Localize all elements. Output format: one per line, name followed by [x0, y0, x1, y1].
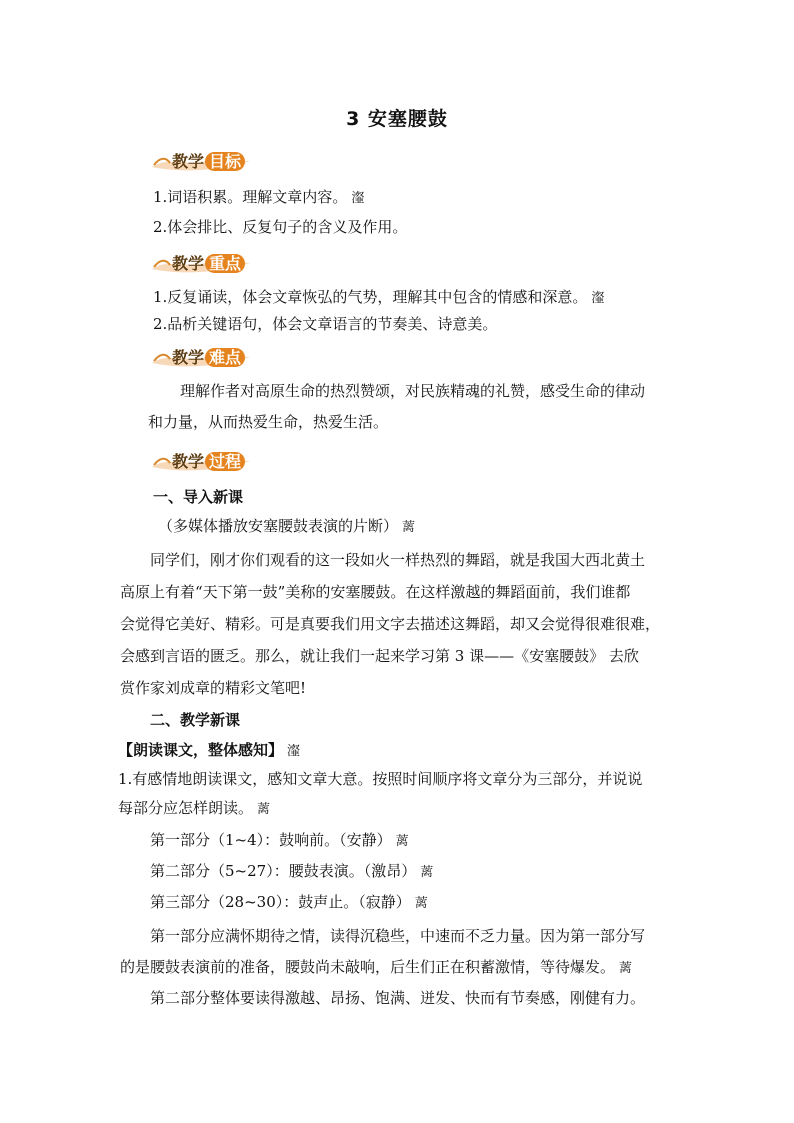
goal-item: 1.词语积累。理解文章内容。 瀣	[153, 188, 365, 206]
subsection-heading: 【朗读课文，整体感知】 瀣	[118, 741, 301, 759]
section-head: 教学	[172, 152, 205, 171]
section-head: 教学	[172, 348, 205, 367]
difficulty-text: 理解作者对高原生命的热烈赞颂，对民族精魂的礼赞，感受生命的律动	[180, 382, 646, 400]
section-head: 教学	[172, 254, 205, 273]
difficulty-text: 和力量，从而热爱生命，热爱生活。	[148, 413, 389, 431]
intro-line: 会觉得它美好、精彩。可是真要我们用文字去描述这舞蹈，却又会觉得很难很难，	[120, 615, 661, 633]
goal-item: 2.体会排比、反复句子的含义及作用。	[153, 218, 408, 236]
explain-line: 的是腰鼓表演前的准备，腰鼓尚未敲响，后生们正在积蓄激情，等待爆发。 蓠	[120, 958, 633, 976]
section-badge-difficulty	[150, 343, 260, 369]
intro-line: 赏作家刘成章的精彩文笔吧!	[120, 679, 307, 697]
media-note: （多媒体播放安塞腰鼓表演的片断） 蓠	[158, 517, 416, 535]
part-item: 第三部分（28~30）：鼓声止。（寂静） 蓠	[150, 893, 428, 911]
section-heading: 一、导入新课	[153, 488, 244, 506]
section-head: 教学	[172, 452, 205, 471]
intro-line: 高原上有着“天下第一鼓”美称的安塞腰鼓。在这样激越的舞蹈面前，我们谁都	[120, 583, 631, 601]
intro-line: 会感到言语的匮乏。那么，就让我们一起来学习第 3 课——《安塞腰鼓》 去欣	[120, 647, 639, 665]
part-item: 第二部分（5~27）：腰鼓表演。（激昂） 蓠	[150, 862, 434, 880]
explain-line: 第一部分应满怀期待之情，读得沉稳些，中速而不乏力量。因为第一部分写	[150, 927, 646, 945]
focus-item: 2.品析关键语句，体会文章语言的节奏美、诗意美。	[153, 315, 498, 333]
section-tail: 重点	[205, 254, 245, 273]
intro-line: 同学们，刚才你们观看的这一段如火一样热烈的舞蹈，就是我国大西北黄土	[150, 551, 646, 569]
page-title: 3 安塞腰鼓	[346, 108, 448, 130]
section-tail: 目标	[205, 152, 245, 171]
section-heading: 二、教学新课	[150, 711, 241, 729]
part-item: 第一部分（1~4）：鼓响前。（安静） 蓠	[150, 831, 409, 849]
section-badge-process	[150, 447, 260, 473]
section-tail: 过程	[205, 452, 245, 471]
explain-line: 第二部分整体要读得激越、昂扬、饱满、迸发、快而有节奏感，刚健有力。	[150, 989, 646, 1007]
question-line: 每部分应怎样朗读。 蓠	[118, 799, 271, 817]
focus-item: 1.反复诵读，体会文章恢弘的气势，理解其中包含的情感和深意。 瀣	[153, 288, 605, 306]
section-tail: 难点	[205, 348, 245, 367]
section-badge-focus	[150, 249, 260, 275]
question-line: 1.有感情地朗读课文，感知文章大意。按照时间顺序将文章分为三部分，并说说	[118, 770, 643, 788]
section-badge-goals	[150, 147, 260, 173]
